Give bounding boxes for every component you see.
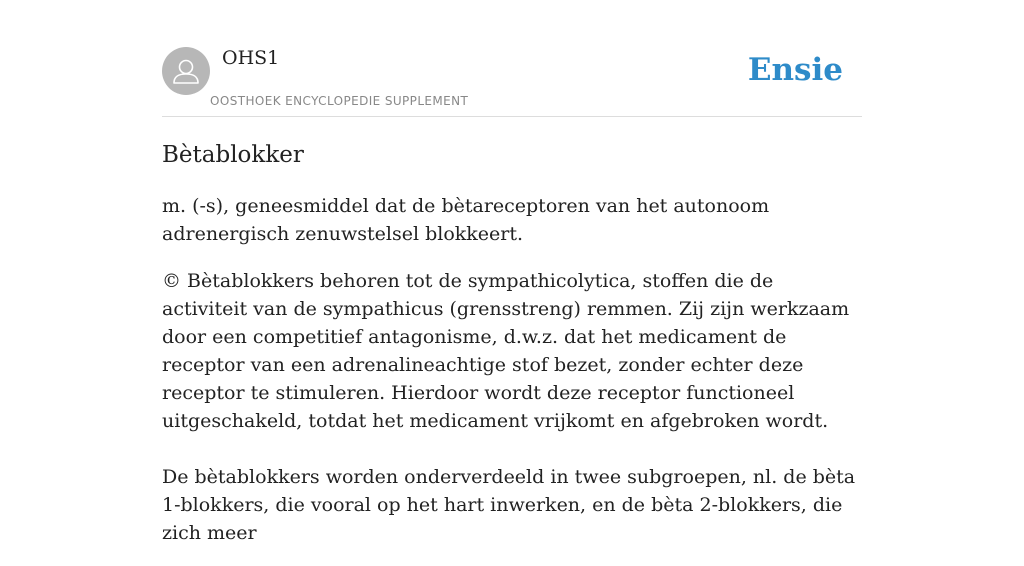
- page-title: Bètablokker: [162, 142, 304, 168]
- avatar[interactable]: [162, 47, 210, 95]
- source-label[interactable]: OOSTHOEK ENCYCLOPEDIE SUPPLEMENT: [210, 94, 469, 108]
- site-logo[interactable]: Ensie: [747, 52, 843, 88]
- entry-header: [162, 0, 862, 117]
- paragraph-definition: m. (-s), geneesmiddel dat de bètareceptoren van het autonoom adrenergisch zenuwstelsel blokkeert.: [162, 195, 770, 245]
- paragraph-subgroups: De bètablokkers worden onderverdeeld in twee subgroepen, nl. de bèta 1-blokkers, die vooral op het hart inwerken, en de bèta 2-blokkers, die zich meer: [162, 466, 856, 544]
- page-container: [162, 0, 862, 544]
- article-body: [162, 192, 862, 566]
- user-icon: [162, 47, 210, 95]
- author-name[interactable]: OHS1: [222, 47, 280, 69]
- paragraph-explanation: © Bètablokkers behoren tot de sympathicolytica, stoffen die de activiteit van de sympathicus (grensstreng) remmen. Zij zijn werkzaam door een competitief antagonisme, d.w.z. dat het medicament de receptor van een adrenalineachtige stof bezet, zonder echter deze receptor te stimuleren. Hierdoor wordt deze receptor functioneel uitgeschakeld, totdat het medicament vrijkomt en afgebroken wordt.: [162, 270, 850, 432]
